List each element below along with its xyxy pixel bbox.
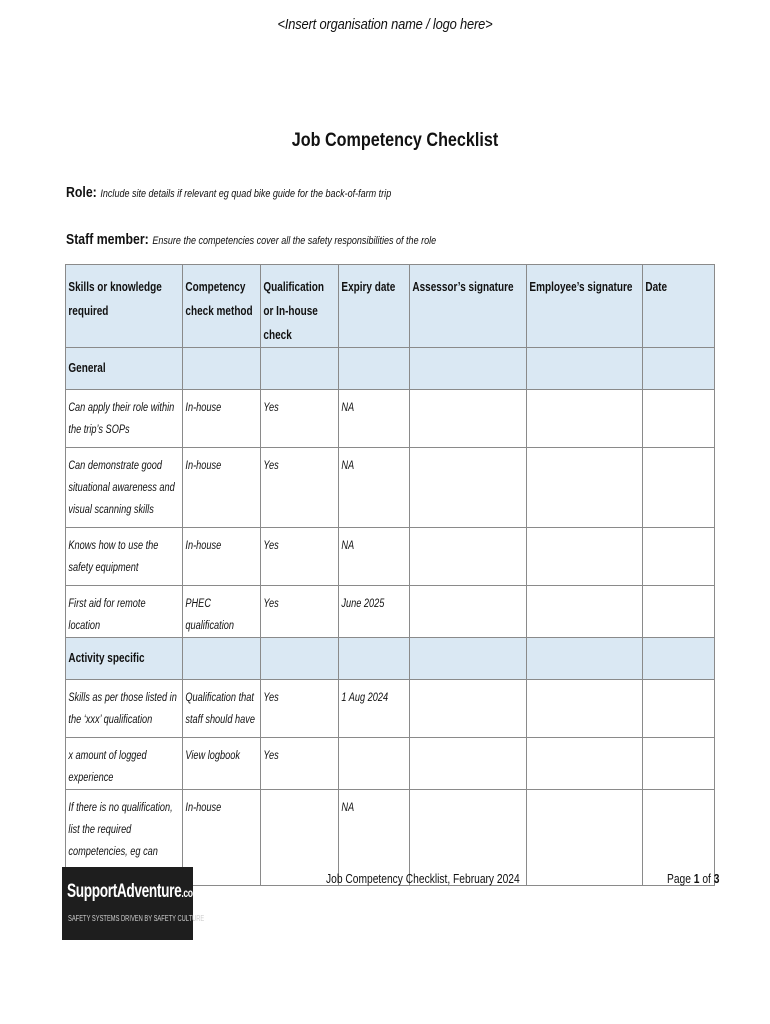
table-cell: Yes	[263, 598, 279, 610]
column-header: Expiry date	[339, 265, 410, 348]
column-header: Qualification or In-house check	[261, 265, 339, 348]
table-row	[66, 390, 715, 448]
column-header: Employee’s signature	[527, 265, 643, 348]
table-row	[66, 448, 715, 528]
logo-brand: SupportAdventure.co.nz	[67, 881, 204, 902]
column-header: Assessor’s signature	[410, 265, 527, 348]
table-cell: If there is no qualification, list the required competencies, eg can	[68, 802, 173, 858]
table-cell: Can apply their role within the trip’s SOPs	[68, 402, 175, 436]
table-cell: Can demonstrate good situational awareness and visual scanning skills	[68, 460, 175, 516]
column-header: Skills or knowledge required	[66, 265, 183, 348]
assessor-signature-cell[interactable]	[410, 390, 527, 448]
table-cell: In-house	[185, 802, 222, 814]
footer-document-label: Job Competency Checklist, February 2024	[326, 872, 520, 886]
table-cell: View logbook	[185, 750, 240, 762]
assessor-signature-cell[interactable]	[410, 680, 527, 738]
table-cell: Qualification that staff should have	[185, 692, 255, 726]
employee-signature-cell[interactable]	[527, 790, 643, 886]
date-cell[interactable]	[643, 586, 715, 638]
assessor-signature-cell[interactable]	[410, 448, 527, 528]
table-cell: NA	[341, 402, 355, 414]
table-cell	[339, 738, 409, 745]
table-row	[66, 528, 715, 586]
table-cell: NA	[341, 540, 355, 552]
staff-member-label: Staff member:	[66, 231, 149, 248]
assessor-signature-cell[interactable]	[410, 586, 527, 638]
page-title: Job Competency Checklist	[291, 130, 499, 151]
table-row	[66, 586, 715, 638]
date-cell[interactable]	[643, 448, 715, 528]
table-row	[66, 680, 715, 738]
date-cell[interactable]	[643, 680, 715, 738]
table-cell: Yes	[263, 402, 279, 414]
table-cell: In-house	[185, 460, 222, 472]
logo-tagline: SAFETY SYSTEMS DRIVEN BY SAFETY CULTURE	[68, 914, 205, 923]
table-cell: 1 Aug 2024	[341, 692, 389, 704]
table-cell: First aid for remote location	[68, 598, 146, 632]
table-cell: Yes	[263, 460, 279, 472]
table-cell: NA	[341, 802, 355, 814]
section-row-activity-specific	[66, 638, 715, 680]
employee-signature-cell[interactable]	[527, 528, 643, 586]
date-cell[interactable]	[643, 738, 715, 790]
table-cell: NA	[341, 460, 355, 472]
employee-signature-cell[interactable]	[527, 680, 643, 738]
employee-signature-cell[interactable]	[527, 586, 643, 638]
section-row-general	[66, 348, 715, 390]
date-cell[interactable]	[643, 528, 715, 586]
assessor-signature-cell[interactable]	[410, 738, 527, 790]
table-cell: Knows how to use the safety equipment	[68, 540, 159, 574]
table-cell: x amount of logged experience	[68, 750, 147, 784]
section-title: Activity specific	[66, 638, 183, 680]
staff-member-field	[66, 231, 436, 249]
support-adventure-logo	[62, 867, 205, 940]
table-cell: Yes	[263, 692, 279, 704]
table-cell	[261, 790, 338, 797]
table-cell: PHEC qualification	[185, 598, 234, 632]
table-cell: Skills as per those listed in the ‘xxx’ qualification	[68, 692, 177, 726]
table-cell: In-house	[185, 402, 222, 414]
table-cell: In-house	[185, 540, 222, 552]
competency-table	[65, 264, 715, 886]
assessor-signature-cell[interactable]	[410, 528, 527, 586]
table-row	[66, 738, 715, 790]
column-header: Competency check method	[183, 265, 261, 348]
date-cell[interactable]	[643, 390, 715, 448]
employee-signature-cell[interactable]	[527, 738, 643, 790]
column-header: Date	[643, 265, 715, 348]
employee-signature-cell[interactable]	[527, 390, 643, 448]
role-label: Role:	[66, 184, 97, 201]
page-number: Page 1 of 3	[667, 872, 720, 886]
organisation-placeholder: <Insert organisation name / logo here>	[277, 16, 493, 33]
table-header-row	[66, 265, 715, 348]
table-cell: Yes	[263, 750, 279, 762]
section-title: General	[66, 348, 183, 390]
staff-member-value: Ensure the competencies cover all the safety responsibilities of the role	[152, 235, 437, 247]
role-value: Include site details if relevant eg quad bike guide for the back-of-farm trip	[100, 188, 392, 200]
role-field	[66, 184, 391, 202]
table-cell: June 2025	[341, 598, 385, 610]
table-cell: Yes	[263, 540, 279, 552]
employee-signature-cell[interactable]	[527, 448, 643, 528]
